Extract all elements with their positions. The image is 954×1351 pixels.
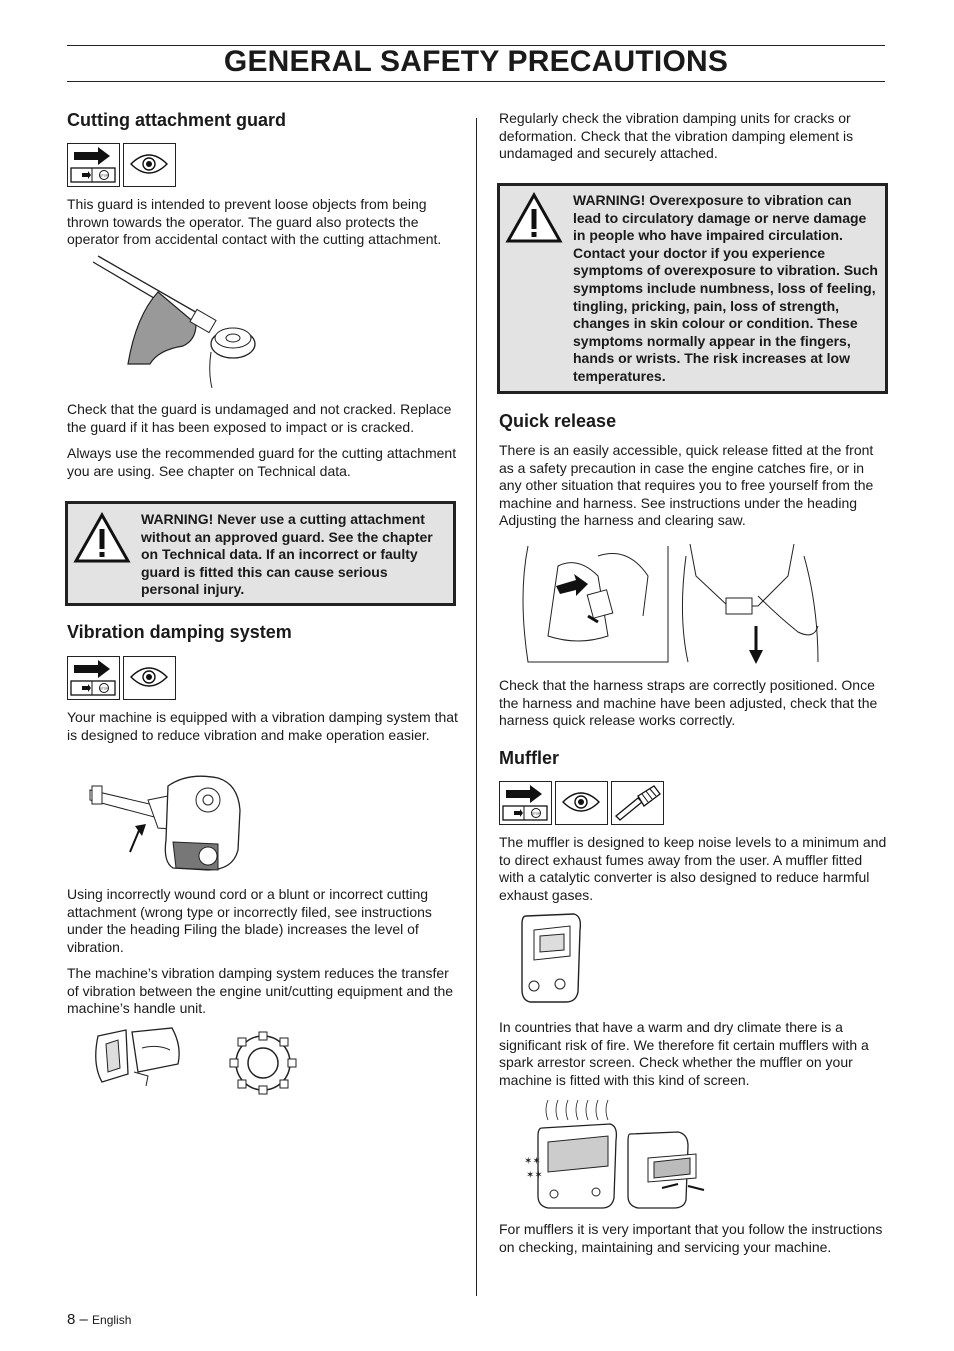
action-icon xyxy=(499,781,552,825)
quick-release-paragraph-1: There is an easily accessible, quick release fitted at the front as a safety precaution in case the engine catches fire, or in any other situation that requires you to free yourself from the machine and harness. See instructions under the heading Adjusting the harness and clearing saw. xyxy=(499,442,874,528)
quick-release-paragraph-2: Check that the harness straps are correctly positioned. Once the harness and machine have been adjusted, check that the harness quick release works correctly. xyxy=(499,677,878,728)
spark-arrestor-illustration xyxy=(518,1096,714,1212)
damping-ring-illustration xyxy=(228,1030,298,1096)
vibration-check-paragraph: Regularly check the vibration damping units for cracks or deformation. Check that the vibration damping element is undamaged and securely attached. xyxy=(499,110,854,161)
page-title: GENERAL SAFETY PRECAUTIONS xyxy=(223,45,729,78)
guard-paragraph-2: Check that the guard is undamaged and not cracked. Replace the guard if it has been exposed to impact or is cracked. xyxy=(67,401,452,435)
svg-text:✶✶: ✶✶ xyxy=(526,1170,543,1181)
stop-label: STOP xyxy=(531,811,541,816)
svg-text:✶✶: ✶✶ xyxy=(524,1156,541,1167)
eye-icon xyxy=(123,143,176,187)
section-heading-quick-release: Quick release xyxy=(499,411,617,431)
stop-label: STOP xyxy=(99,686,109,691)
icon-row-guard xyxy=(67,143,176,187)
action-icon xyxy=(67,656,120,700)
muffler-illustration xyxy=(518,910,584,1006)
warning-text-vibration: WARNING! Overexposure to vibration can lead to circulatory damage or nerve damage in people who have impaired circulation. Contact your doctor if you experience symptoms of overexposure to vibration. Such symptoms include numbness, loss of feeling, tingling, pricking, pain, loss of strength, changes in skin colour or condition. These symptoms normally appear in the fingers, hands or wrists. The risk increases at low temperatures. xyxy=(573,192,878,384)
muffler-paragraph-3: For mufflers it is very important that you follow the instructions on checking, maintaining and servicing your machine. xyxy=(499,1221,883,1255)
trimmer-guard-illustration xyxy=(88,254,268,394)
muffler-paragraph-1: The muffler is designed to keep noise levels to a minimum and to direct exhaust fumes away from the user. A muffler fitted with a catalytic converter is also designed to reduce harmful exhaust gases. xyxy=(499,834,887,903)
stop-label: STOP xyxy=(99,173,109,178)
warning-box-guard xyxy=(65,501,456,606)
vibration-paragraph-2: Using incorrectly wound cord or a blunt or incorrect cutting attachment (wrong type or incorrectly filed, see instructions under the heading Filing the blade) increases the level of vibration. xyxy=(67,886,432,955)
vibration-paragraph-1: Your machine is equipped with a vibration damping system that is designed to reduce vibration and make operation easier. xyxy=(67,709,458,743)
engine-unit-illustration xyxy=(88,770,248,880)
section-heading-muffler: Muffler xyxy=(499,748,559,768)
warning-triangle-icon xyxy=(73,512,131,564)
section-heading-guard: Cutting attachment guard xyxy=(67,110,286,130)
brush-icon xyxy=(611,781,664,825)
footer-language: English xyxy=(92,1313,132,1327)
eye-icon xyxy=(123,656,176,700)
warning-triangle-icon xyxy=(505,192,563,244)
guard-paragraph-1: This guard is intended to prevent loose objects from being thrown towards the operator. The guard also protects the operator from accidental contact with the cutting attachment. xyxy=(67,196,442,247)
warning-text-guard: WARNING! Never use a cutting attachment without an approved guard. See the chapter on Technical data. If an incorrect or faulty guard is fitted this can cause serious personal injury. xyxy=(141,511,433,598)
harness-release-illustration xyxy=(518,536,830,666)
icon-row-vibration xyxy=(67,656,176,700)
muffler-paragraph-2: In countries that have a warm and dry climate there is a significant risk of fire. We therefore fit certain mufflers with a spark arrestor screen. Check whether the muffler on your machine is fitted with this kind of screen. xyxy=(499,1019,869,1088)
vibration-paragraph-3: The machine’s vibration damping system reduces the transfer of vibration between the engine unit/cutting equipment and the machine’s handle unit. xyxy=(67,965,454,1016)
column-divider xyxy=(476,118,477,1296)
title-rule xyxy=(67,81,885,82)
icon-row-muffler xyxy=(499,781,664,825)
page-number: 8 – xyxy=(67,1311,88,1328)
warning-box-vibration xyxy=(497,183,888,394)
section-heading-vibration: Vibration damping system xyxy=(67,622,292,642)
action-icon xyxy=(67,143,120,187)
guard-paragraph-3: Always use the recommended guard for the cutting attachment you are using. See chapter on Technical data. xyxy=(67,445,457,479)
page-footer xyxy=(67,1311,131,1328)
damping-element-illustration xyxy=(88,1024,188,1094)
eye-icon xyxy=(555,781,608,825)
